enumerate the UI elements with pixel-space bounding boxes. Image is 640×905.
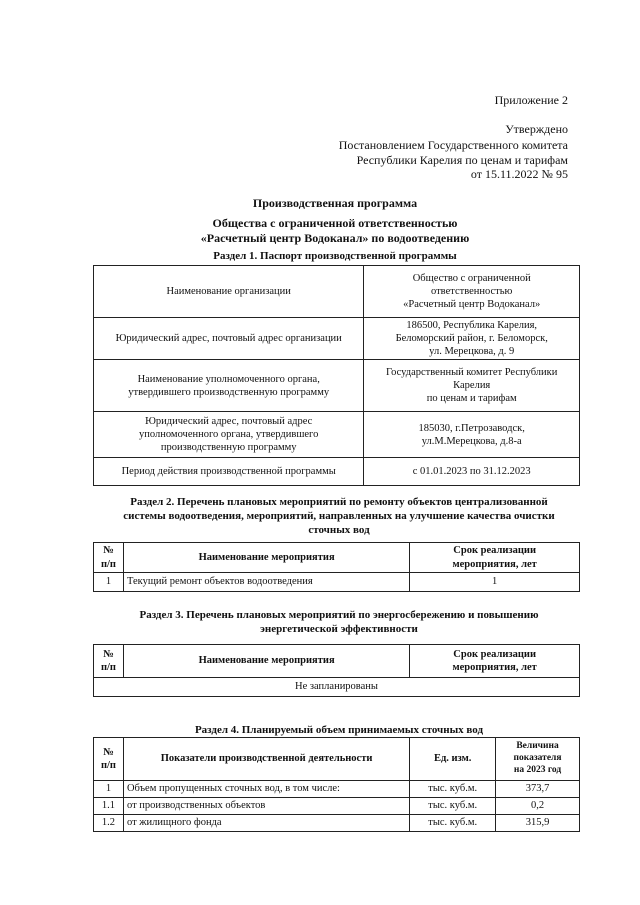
col-header-name: Наименование мероприятия xyxy=(123,645,409,678)
table-header-row xyxy=(94,738,580,781)
col-header-num: № п/п xyxy=(94,738,124,781)
table-row xyxy=(94,678,580,697)
passport-value: с 01.01.2023 по 31.12.2023 xyxy=(364,458,580,486)
org-name-line2: «Расчетный центр Водоканал» по водоотведению xyxy=(200,231,470,245)
passport-label: Наименование организации xyxy=(94,266,364,318)
appendix-label: Приложение 2 xyxy=(494,93,568,107)
col-header-value: Величина показателя на 2023 год xyxy=(496,738,580,781)
approved-date: от 15.11.2022 № 95 xyxy=(470,167,568,181)
col-header-indicator: Показатели производственной деятельности xyxy=(123,738,409,781)
passport-row xyxy=(94,458,580,486)
row-unit: тыс. куб.м. xyxy=(410,781,496,798)
row-value: 315,9 xyxy=(496,815,580,832)
passport-row xyxy=(94,412,580,458)
passport-label: Период действия производственной программы xyxy=(94,458,364,486)
table-header-row xyxy=(94,543,580,573)
table-row xyxy=(94,781,580,798)
passport-value: Государственный комитет Республики Карелия по ценам и тарифам xyxy=(364,360,580,412)
row-unit: тыс. куб.м. xyxy=(410,815,496,832)
col-header-unit: Ед. изм. xyxy=(410,738,496,781)
passport-table xyxy=(93,265,580,486)
table-row xyxy=(94,815,580,832)
row-indicator: от жилищного фонда xyxy=(123,815,409,832)
section1-heading: Раздел 1. Паспорт производственной программы xyxy=(213,250,457,262)
row-value: 0,2 xyxy=(496,798,580,815)
table-header-row xyxy=(94,645,580,678)
row-num: 1.1 xyxy=(94,798,124,815)
section2-heading: Раздел 2. Перечень плановых мероприятий по ремонту объектов централизованной системы водоотведения, мероприятий, направленных на улучшение качества очистки сточных вод xyxy=(123,496,555,536)
row-num: 1.2 xyxy=(94,815,124,832)
col-header-term: Срок реализации мероприятия, лет xyxy=(410,543,580,573)
approved-label: Утверждено xyxy=(505,122,568,136)
row-indicator: от производственных объектов xyxy=(123,798,409,815)
table-row xyxy=(94,798,580,815)
row-indicator: Объем пропущенных сточных вод, в том числе: xyxy=(123,781,409,798)
section3-heading: Раздел 3. Перечень плановых мероприятий по энергосбережению и повышению энергетической эффективности xyxy=(139,609,539,635)
col-header-num: № п/п xyxy=(94,543,124,573)
col-header-num: № п/п xyxy=(94,645,124,678)
col-header-term: Срок реализации мероприятия, лет xyxy=(410,645,580,678)
empty-note: Не запланированы xyxy=(94,678,580,697)
approved-by-line1: Постановлением Государственного комитета xyxy=(338,138,568,152)
section4-heading: Раздел 4. Планируемый объем принимаемых сточных вод xyxy=(194,724,484,736)
passport-row xyxy=(94,360,580,412)
energy-measures-table xyxy=(93,644,580,697)
repair-measures-table xyxy=(93,542,580,592)
passport-value: Общество с ограниченной ответственностью «Расчетный центр Водоканал» xyxy=(364,266,580,318)
passport-row xyxy=(94,318,580,360)
program-title: Производственная программа xyxy=(252,196,418,210)
row-value: 373,7 xyxy=(496,781,580,798)
passport-label: Юридический адрес, почтовый адрес организации xyxy=(94,318,364,360)
org-name-line1: Общества с ограниченной ответственностью xyxy=(212,216,458,230)
approved-by-line2: Республики Карелия по ценам и тарифам xyxy=(356,153,568,167)
row-term: 1 xyxy=(410,573,580,592)
passport-value: 185030, г.Петрозаводск, ул.М.Мерецкова, д.8-а xyxy=(364,412,580,458)
passport-row xyxy=(94,266,580,318)
passport-label: Юридический адрес, почтовый адрес уполномоченного органа, утвердившего производственную программу xyxy=(94,412,364,458)
row-name: Текущий ремонт объектов водоотведения xyxy=(123,573,409,592)
passport-label: Наименование уполномоченного органа, утвердившего производственную программу xyxy=(94,360,364,412)
col-header-name: Наименование мероприятия xyxy=(123,543,409,573)
wastewater-volume-table xyxy=(93,737,580,832)
passport-value: 186500, Республика Карелия, Беломорский район, г. Беломорск, ул. Мерецкова, д. 9 xyxy=(364,318,580,360)
row-num: 1 xyxy=(94,781,124,798)
row-num: 1 xyxy=(94,573,124,592)
table-row xyxy=(94,573,580,592)
row-unit: тыс. куб.м. xyxy=(410,798,496,815)
